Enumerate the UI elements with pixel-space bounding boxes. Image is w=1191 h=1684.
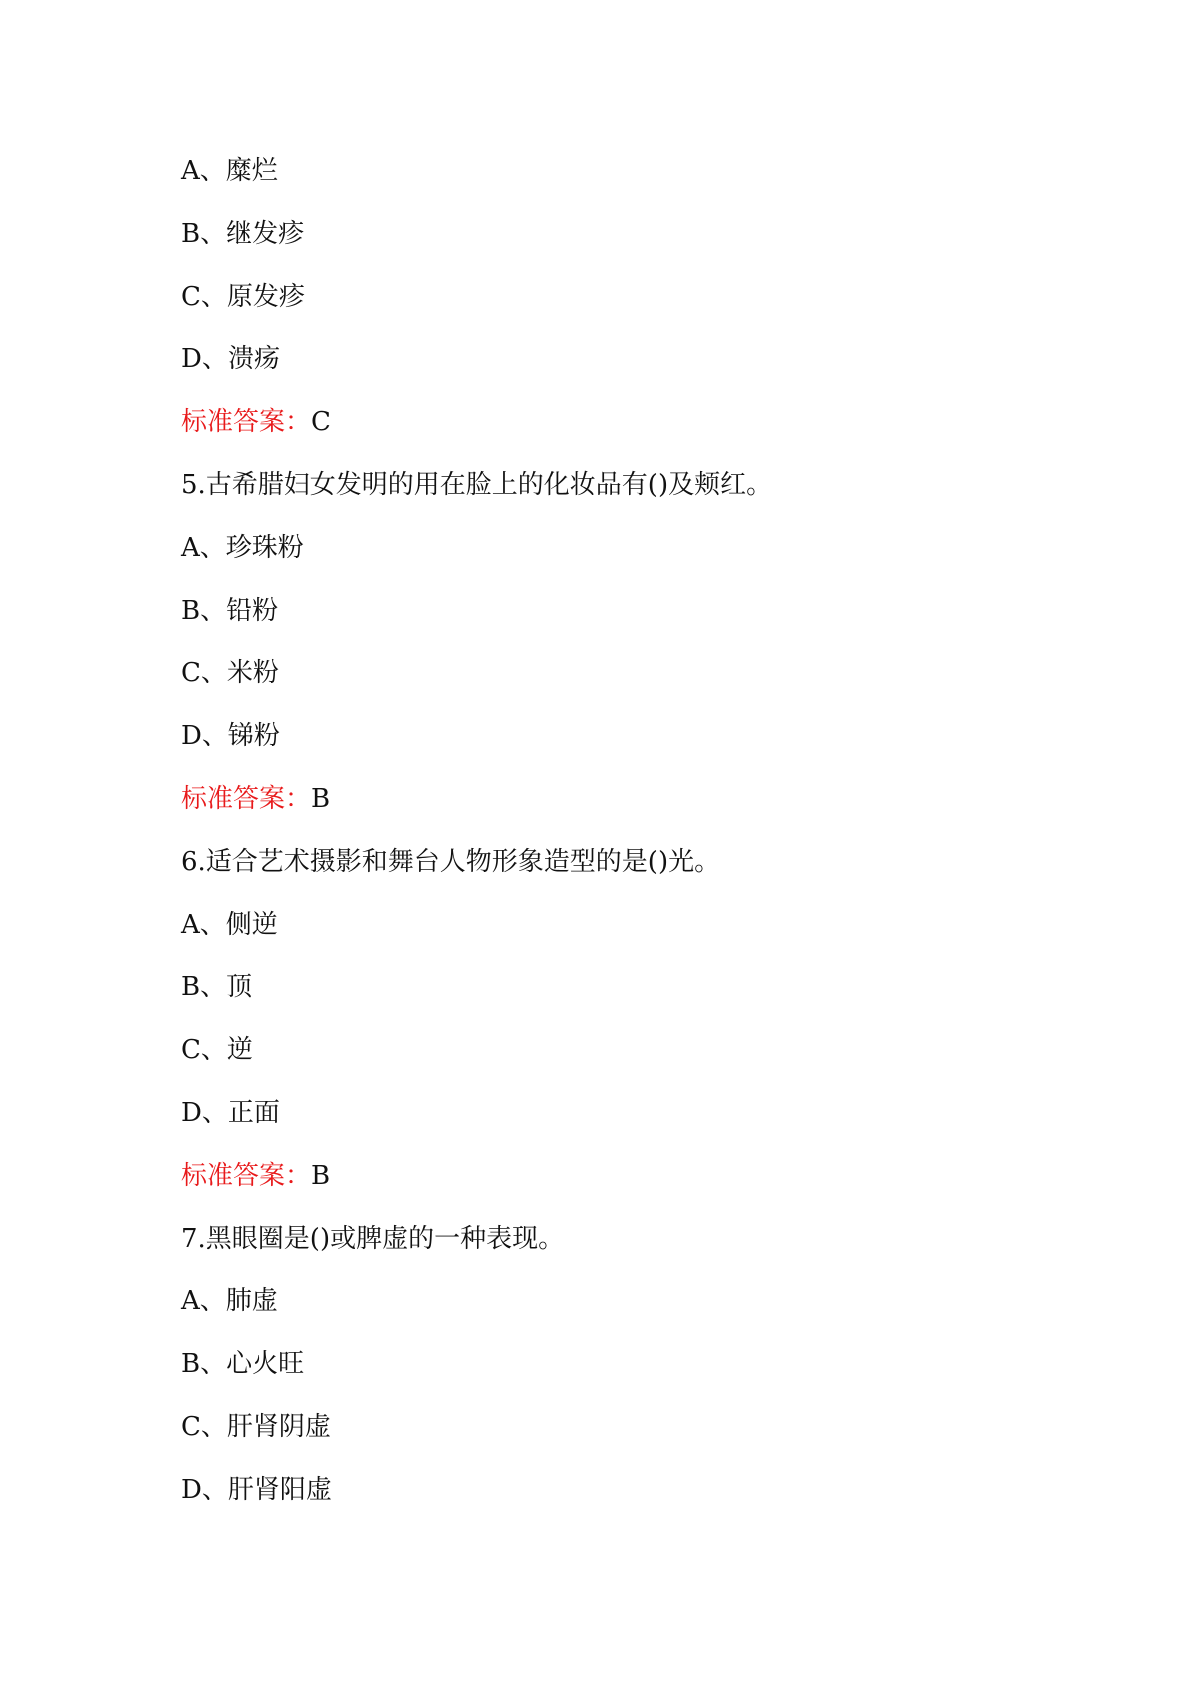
option-b: B、铅粉 (181, 595, 279, 626)
question-text: 6.适合艺术摄影和舞台人物形象造型的是()光。 (181, 846, 721, 877)
question-text: 5.古希腊妇女发明的用在脸上的化妆品有()及颊红。 (181, 469, 773, 500)
option-b: B、继发疹 (181, 218, 305, 249)
answer-value: B (311, 783, 331, 814)
answer-label: 标准答案： (181, 407, 312, 438)
answer-label: 标准答案： (181, 783, 312, 814)
option-d: D、溃疡 (181, 344, 280, 375)
option-d: D、锑粉 (181, 721, 280, 752)
exam-content (181, 150, 1081, 1532)
standard-answer (181, 401, 1081, 464)
option-b: B、心火旺 (181, 1349, 305, 1380)
option-a: A、肺虚 (181, 1286, 278, 1317)
answer-label: 标准答案： (181, 1160, 312, 1191)
standard-answer (181, 778, 1081, 841)
option-d: D、肝肾阳虚 (181, 1474, 332, 1505)
option-a: A、糜烂 (181, 156, 278, 186)
question-text: 7.黑眼圈是()或脾虚的一种表现。 (181, 1223, 565, 1254)
answer-value: C (311, 407, 331, 438)
option-c: C、肝肾阴虚 (181, 1411, 331, 1442)
option-a: A、侧逆 (181, 909, 278, 940)
option-c: C、逆 (181, 1035, 253, 1066)
standard-answer (181, 1155, 1081, 1218)
answer-value: B (311, 1160, 331, 1191)
option-c: C、米粉 (181, 658, 279, 689)
option-a: A、珍珠粉 (181, 532, 304, 563)
option-d: D、正面 (181, 1097, 280, 1128)
option-b: B、顶 (181, 972, 253, 1003)
option-c: C、原发疹 (181, 281, 305, 312)
